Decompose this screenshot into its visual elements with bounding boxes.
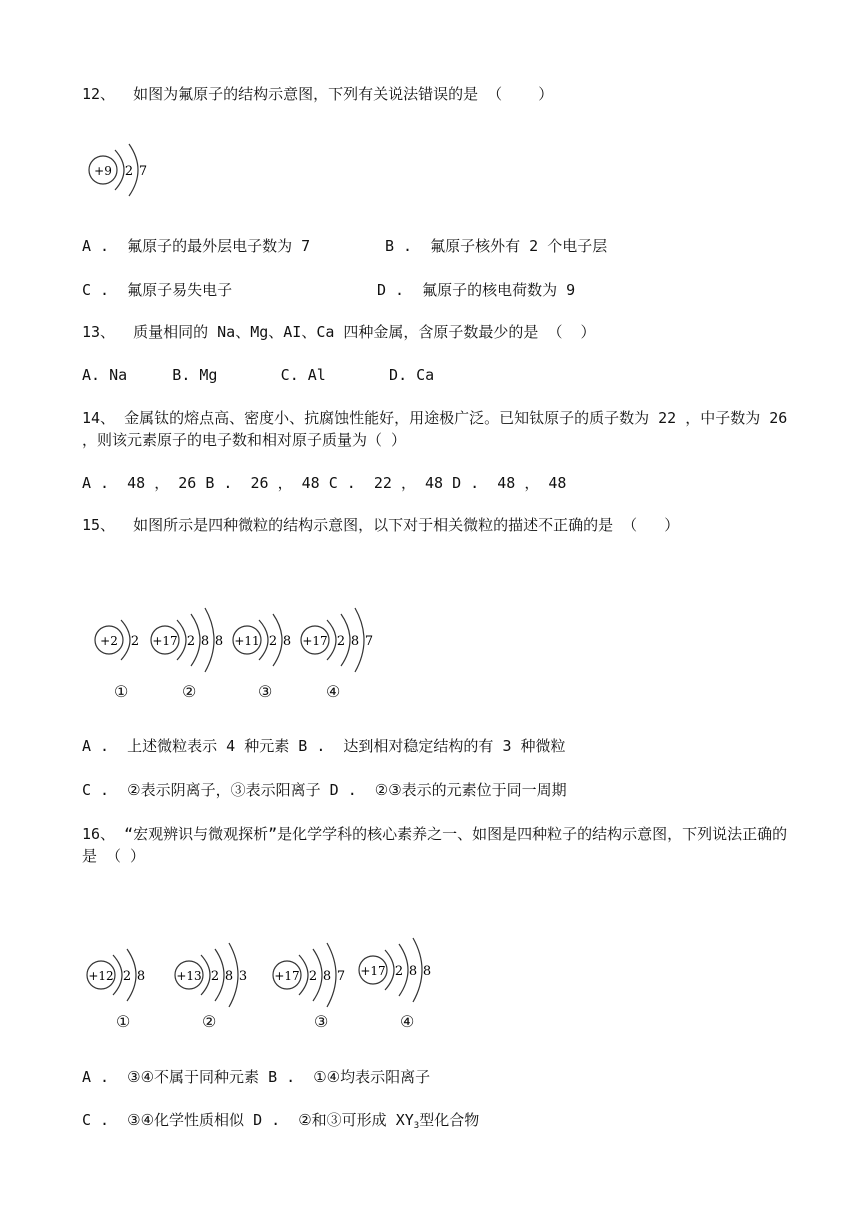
q16-atom-4: [356, 930, 455, 1010]
nucleus-charge: +13: [176, 969, 202, 983]
nucleus-charge: +17: [360, 964, 386, 978]
electron-count: 8: [322, 969, 332, 984]
q12-atom-diagram: [86, 130, 171, 210]
electron-shell-arc: [113, 955, 122, 995]
q16-label-2: ②: [202, 1012, 217, 1031]
q15-stem: 15、 如图所示是四种微粒的结构示意图，以下对于相关微粒的描述不正确的是 （ ）: [82, 516, 680, 534]
q16-label-1: ①: [116, 1012, 131, 1031]
q15-options-cd: C . ②表示阴离子，③表示阳离子 D . ②③表示的元素位于同一周期: [82, 781, 567, 799]
atom-svg: [298, 600, 397, 680]
q15-atom-4: [298, 600, 397, 680]
nucleus-charge: +11: [234, 634, 260, 648]
q15-label-4: ④: [326, 682, 341, 701]
electron-count: 7: [336, 969, 346, 984]
electron-shell-arc: [121, 620, 130, 660]
electron-count: 7: [138, 164, 148, 179]
q12-option-c: C . 氟原子易失电子: [82, 281, 233, 299]
electron-count: 8: [282, 634, 292, 649]
electron-count: 2: [122, 969, 132, 984]
atom-svg: [84, 935, 169, 1015]
q16-atom-2: [172, 935, 271, 1015]
q16-atom-1: [84, 935, 169, 1015]
electron-count: 2: [130, 634, 140, 649]
electron-shell-arc: [201, 955, 210, 995]
electron-count: 8: [136, 969, 146, 984]
q15-label-1: ①: [114, 682, 129, 701]
electron-count: 2: [124, 164, 134, 179]
electron-shell-arc: [177, 620, 186, 660]
electron-count: 2: [394, 964, 404, 979]
electron-shell-arc: [299, 955, 308, 995]
q12-option-a: A . 氟原子的最外层电子数为 7: [82, 237, 311, 255]
electron-count: 8: [200, 634, 210, 649]
q16-label-4: ④: [400, 1012, 415, 1031]
q16-subscript: 3: [413, 1121, 420, 1131]
electron-shell-arc: [327, 620, 336, 660]
electron-count: 2: [308, 969, 318, 984]
q15-label-2: ②: [182, 682, 197, 701]
electron-count: 2: [186, 634, 196, 649]
q13-options: A. Na B. Mg C. Al D. Ca: [82, 366, 435, 384]
electron-count: 3: [238, 969, 248, 984]
electron-count: 2: [210, 969, 220, 984]
q12-stem: 12、 如图为氟原子的结构示意图，下列有关说法错误的是 （ ）: [82, 85, 554, 103]
electron-count: 8: [422, 964, 432, 979]
q14-stem: 14、 金属钛的熔点高、密度小、抗腐蚀性能好，用途极广泛。已知钛原子的质子数为 22 ，中子数为 26 ，则该元素原子的电子数和相对原子质量为（ ）: [82, 409, 788, 449]
electron-count: 8: [224, 969, 234, 984]
electron-count: 8: [214, 634, 224, 649]
q12-option-d: D . 氟原子的核电荷数为 9: [377, 281, 576, 299]
q16-options-cd: [82, 1109, 479, 1137]
q16-options-cd-main: C . ③④化学性质相似 D . ②和③可形成 XY: [82, 1111, 414, 1129]
electron-count: 7: [364, 634, 374, 649]
q16-options-ab: A . ③④不属于同种元素 B . ①④均表示阳离子: [82, 1068, 431, 1086]
electron-count: 8: [408, 964, 418, 979]
q16-label-3: ③: [314, 1012, 329, 1031]
q15-label-3: ③: [258, 682, 273, 701]
q14-options: A . 48 ， 26 B . 26 ， 48 C . 22 ， 48 D . 48 ， 48: [82, 474, 567, 492]
atom-svg: [172, 935, 271, 1015]
electron-count: 2: [336, 634, 346, 649]
nucleus-charge: +12: [88, 969, 114, 983]
electron-shell-arc: [385, 950, 394, 990]
atom-svg: [356, 930, 455, 1010]
nucleus-charge: +9: [94, 164, 112, 178]
electron-shell-arc: [115, 150, 124, 190]
q13-stem: 13、 质量相同的 Na、Mg、AI、Ca 四种金属，含原子数最少的是 （ ）: [82, 323, 596, 341]
atom-svg: [86, 130, 171, 210]
nucleus-charge: +2: [100, 634, 118, 648]
electron-count: 8: [350, 634, 360, 649]
electron-shell-arc: [259, 620, 268, 660]
q15-options-ab: A . 上述微粒表示 4 种元素 B . 达到相对稳定结构的有 3 种微粒: [82, 737, 566, 755]
nucleus-charge: +17: [274, 969, 300, 983]
nucleus-charge: +17: [302, 634, 328, 648]
q16-atom-3: [270, 935, 369, 1015]
nucleus-charge: +17: [152, 634, 178, 648]
electron-count: 2: [268, 634, 278, 649]
q16-options-cd-tail: 型化合物: [419, 1111, 480, 1129]
atom-svg: [270, 935, 369, 1015]
q16-stem: 16、 “宏观辨识与微观探析”是化学学科的核心素养之一、如图是四种粒子的结构示意图，下列说法正确的是 （ ）: [82, 825, 788, 865]
q12-option-b: B . 氟原子核外有 2 个电子层: [385, 237, 608, 255]
